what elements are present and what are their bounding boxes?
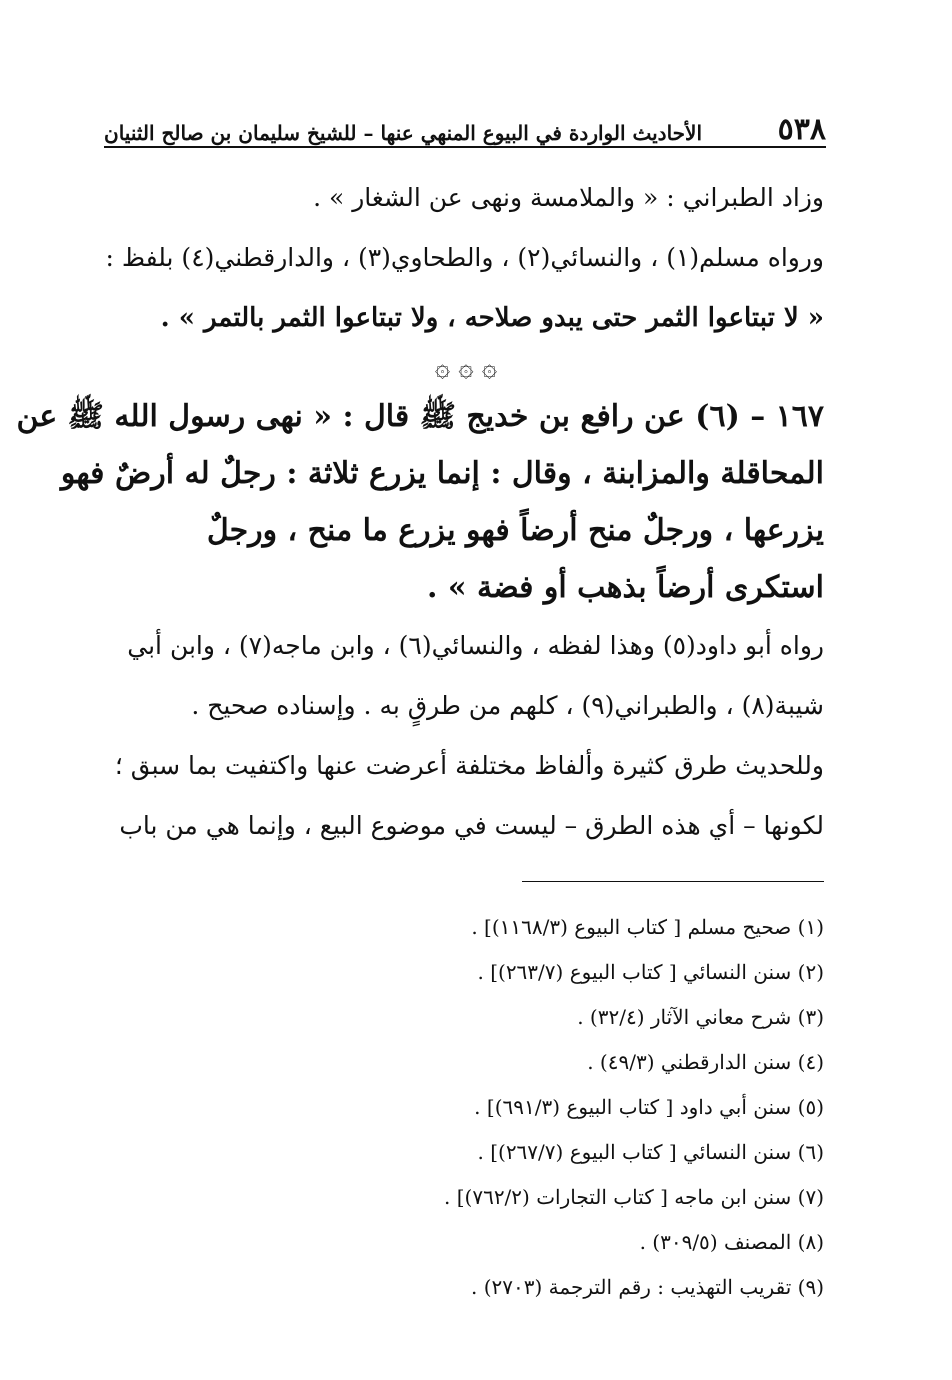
text-line: رواه أبو داود(٥) وهذا لفظه ، والنسائي(٦) ، وابن ماجه(٧) ، وابن أبي (127, 631, 824, 660)
footnote: (٦) سنن النسائي [ كتاب البيوع (٢٦٧/٧)] . (477, 1140, 824, 1164)
running-title: الأحاديث الواردة في البيوع المنهي عنها – للشيخ سليمان بن صالح الثنيان (104, 121, 703, 145)
footnote: (٩) تقريب التهذيب : رقم الترجمة (٢٧٠٣) . (471, 1275, 824, 1299)
text-line: وزاد الطبراني : « والملامسة ونهى عن الشغار » . (313, 183, 824, 212)
page-header (104, 108, 826, 148)
footnote: (٤) سنن الدارقطني (٤٩/٣) . (587, 1050, 824, 1074)
hadith-line: ١٦٧ – (٦) عن رافع بن خديج ﷺ قال : « نهى رسول الله ﷺ عن (16, 399, 824, 434)
header-rule (104, 146, 826, 148)
text-line: لكونها – أي هذه الطرق – ليست في موضوع البيع ، وإنما هي من باب (119, 811, 824, 840)
footnote: (١) صحيح مسلم [ كتاب البيوع (١١٦٨/٣)] . (471, 915, 824, 939)
main-text (16, 168, 824, 856)
hadith-line: المحاقلة والمزابنة ، وقال : إنما يزرع ثلاثة : رجلٌ له أرضٌ فهو (60, 456, 824, 491)
text-line: وللحديث طرق كثيرة وألفاظ مختلفة أعرضت عنها واكتفيت بما سبق ؛ (114, 751, 824, 780)
text-line: ورواه مسلم(١) ، والنسائي(٢) ، والطحاوي(٣) ، والدارقطني(٤) بلفظ : (105, 243, 824, 272)
page-number: ٥٣٨ (777, 112, 826, 147)
footnote: (٨) المصنف (٣٠٩/٥) . (639, 1230, 824, 1254)
footnote: (٣) شرح معاني الآثار (٣٢/٤) . (577, 1005, 824, 1029)
hadith-line: استكرى أرضاً بذهب أو فضة » . (426, 570, 824, 605)
footnote: (٢) سنن النسائي [ كتاب البيوع (٢٦٣/٧)] . (477, 960, 824, 984)
hadith-line: يزرعها ، ورجلٌ منح أرضاً فهو يزرع ما منح ، ورجلٌ (206, 513, 824, 548)
footnote: (٧) سنن ابن ماجه [ كتاب التجارات (٧٦٢/٢)] . (444, 1185, 824, 1209)
text-line: شيبة(٨) ، والطبراني(٩) ، كلهم من طرقٍ به . وإسناده صحيح . (191, 691, 824, 720)
footnote: (٥) سنن أبي داود [ كتاب البيوع (٦٩١/٣)] . (474, 1095, 824, 1119)
text-line: « لا تبتاعوا الثمر حتى يبدو صلاحه ، ولا تبتاعوا الثمر بالتمر » . (160, 303, 824, 333)
footnote-rule (522, 881, 824, 882)
footnotes (108, 905, 824, 1310)
section-separator-icon: ۞ ۞ ۞ (434, 353, 498, 383)
